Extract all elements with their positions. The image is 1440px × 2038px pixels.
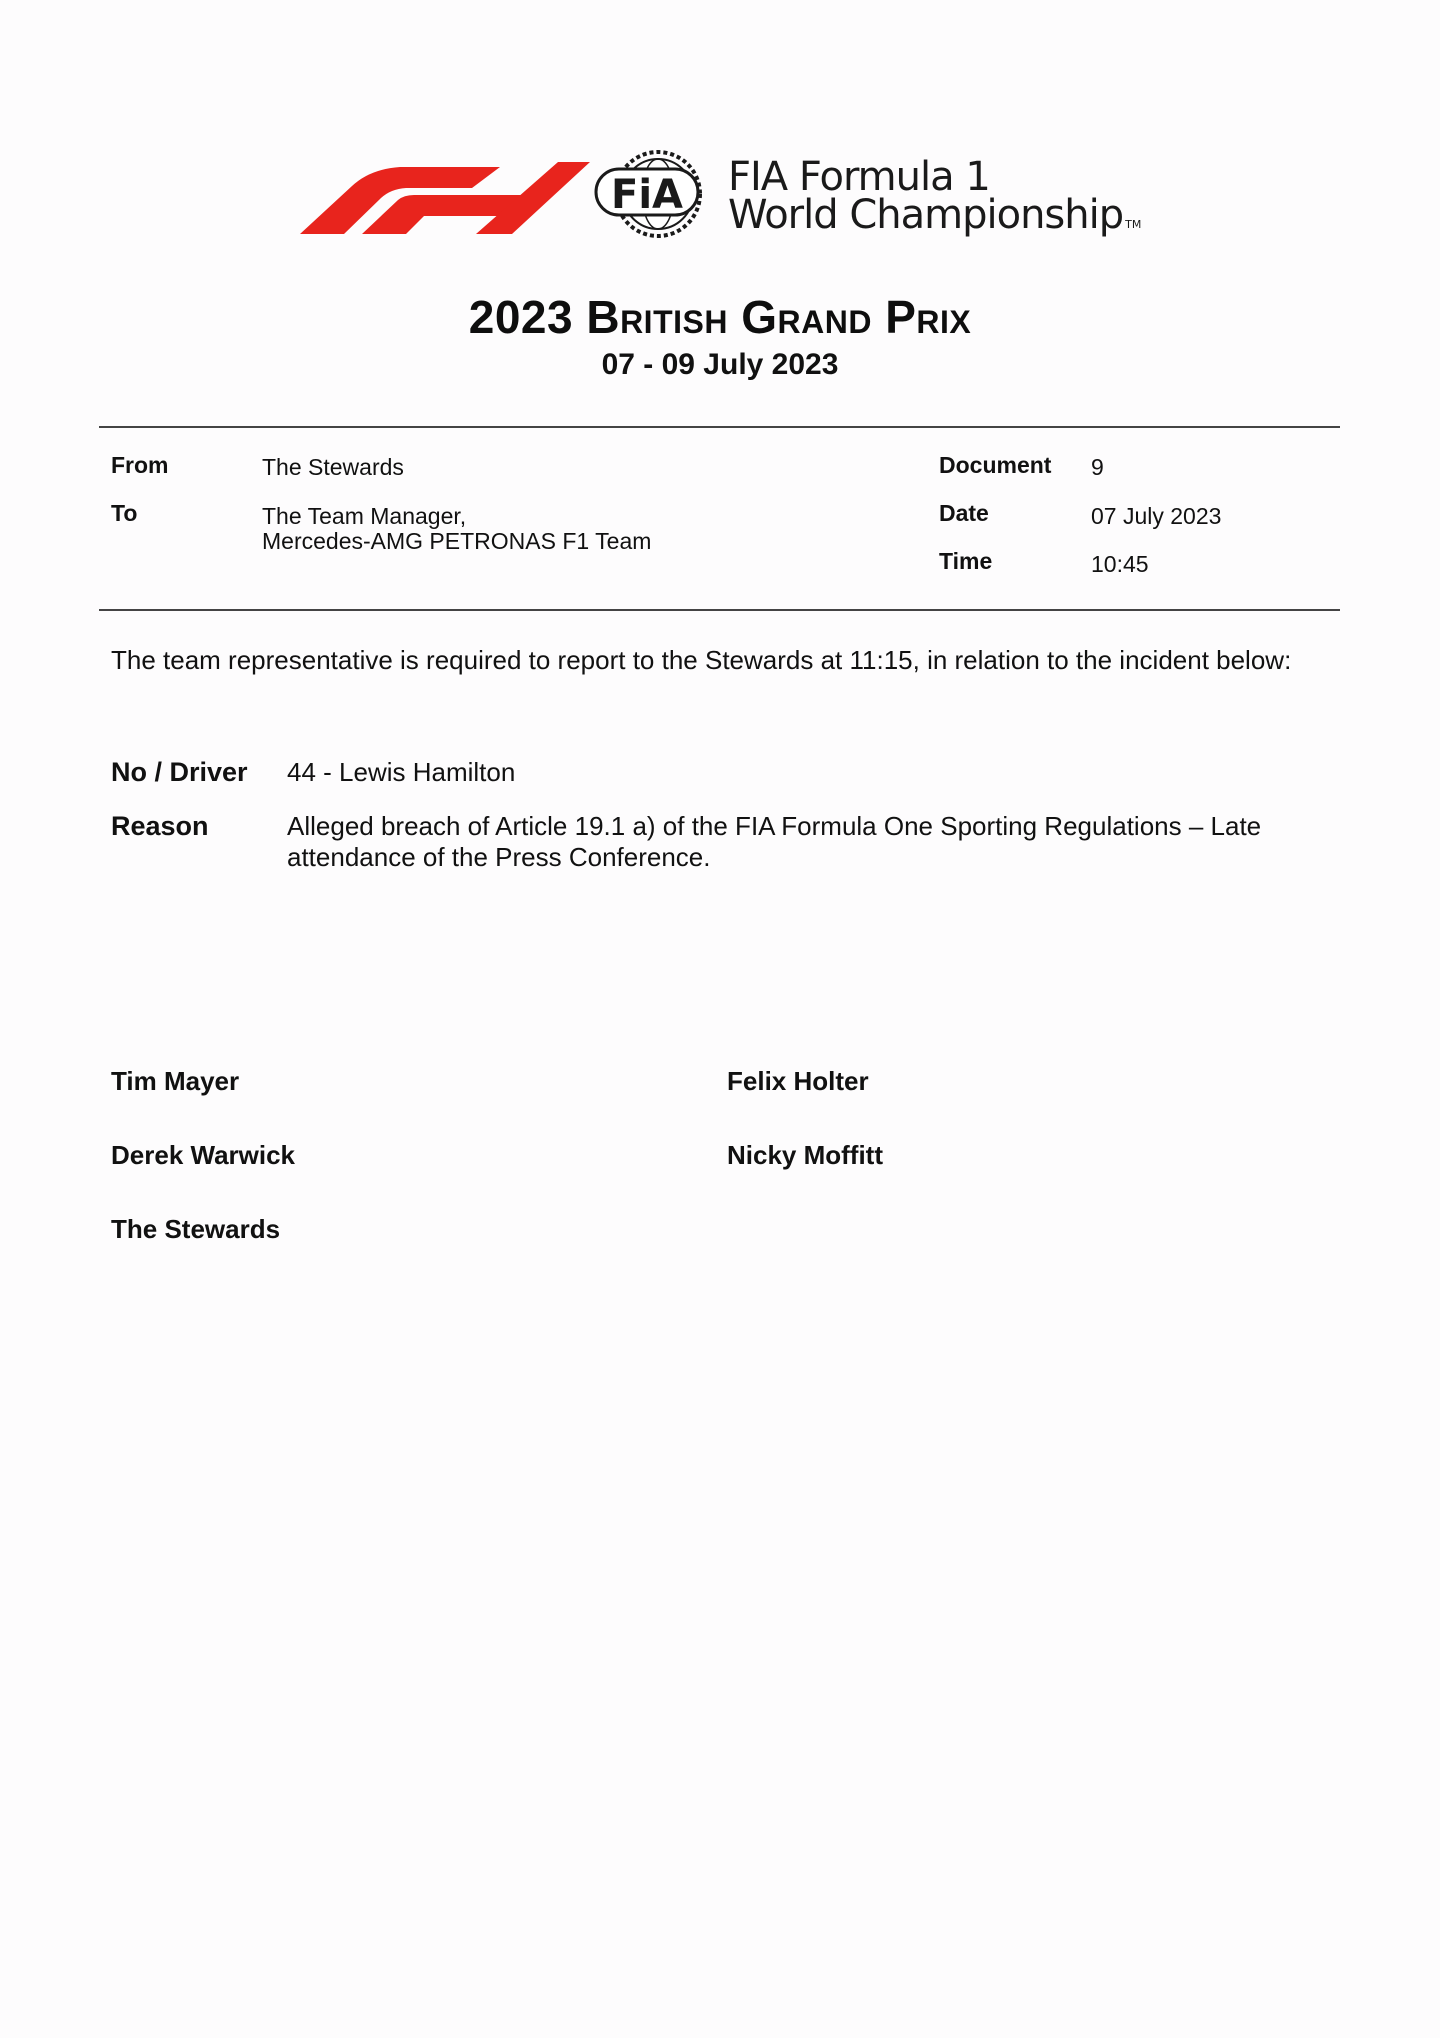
to-value-line-1: The Team Manager, xyxy=(262,503,467,529)
event-header xyxy=(0,290,1440,382)
event-dates: 07 - 09 July 2023 xyxy=(601,348,839,381)
from-label: From xyxy=(111,452,169,478)
steward-signature-4: Nicky Moffitt xyxy=(727,1140,883,1170)
reason-value: Alleged breach of Article 19.1 a) of the FIA Formula One Sporting Regulations – Late attendance of the Press Conference. xyxy=(287,811,1262,872)
to-value-line-2: Mercedes-AMG PETRONAS F1 Team xyxy=(262,528,652,554)
summons-paragraph: The team representative is required to report to the Stewards at 11:15, in relation to the incident below: xyxy=(111,645,1292,675)
steward-signature-1: Tim Mayer xyxy=(111,1066,240,1096)
stewards-footer: The Stewards xyxy=(111,1214,281,1244)
header-divider-top xyxy=(99,426,1340,428)
document-number: 9 xyxy=(1091,454,1104,480)
header-divider-bottom xyxy=(99,609,1340,611)
brand-wordmark xyxy=(728,154,1142,244)
brand-line-1: FIA Formula 1 xyxy=(728,154,990,200)
date-value: 07 July 2023 xyxy=(1091,503,1222,529)
driver-value: 44 - Lewis Hamilton xyxy=(287,757,516,787)
brand-line-2 xyxy=(728,192,1142,244)
from-value: The Stewards xyxy=(262,454,404,480)
steward-signature-3: Derek Warwick xyxy=(111,1140,296,1170)
time-value: 10:45 xyxy=(1091,551,1149,577)
to-label: To xyxy=(111,500,138,526)
steward-signature-2: Felix Holter xyxy=(727,1066,869,1096)
trademark-mark: TM xyxy=(1125,218,1142,231)
document-label: Document xyxy=(939,452,1052,478)
event-title: 2023 British Grand Prix xyxy=(468,291,972,343)
time-label: Time xyxy=(939,548,993,574)
header-logo xyxy=(300,148,1160,248)
driver-label: No / Driver xyxy=(111,757,248,787)
brand-line-2-text: World Championship xyxy=(728,192,1124,238)
reason-label: Reason xyxy=(111,811,209,841)
date-label: Date xyxy=(939,500,989,526)
f1-logo-icon xyxy=(300,156,596,234)
fia-roundel-icon xyxy=(592,148,720,240)
fia-roundel-text: FiA xyxy=(611,172,683,218)
